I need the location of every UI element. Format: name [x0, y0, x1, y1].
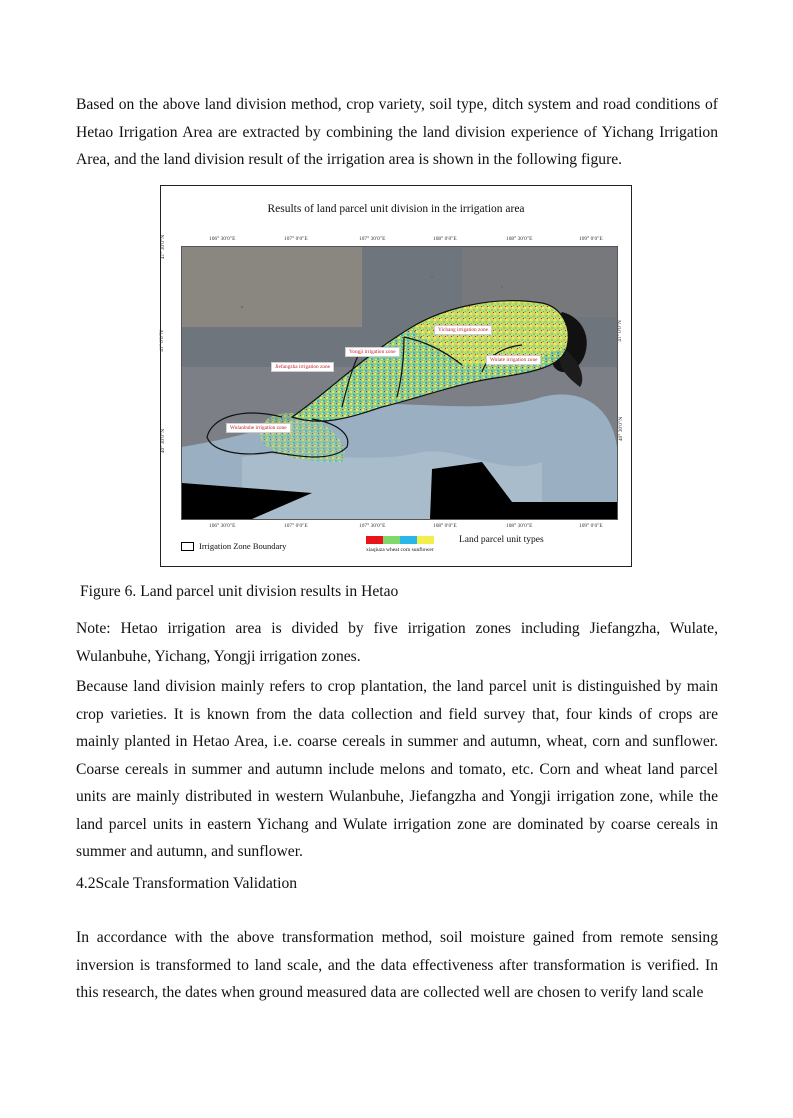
top-tick-2: 107° 0′0″E — [284, 236, 308, 242]
bottom-tick-1: 106° 30′0″E — [209, 523, 236, 529]
legend-types-title: Land parcel unit types — [459, 535, 544, 545]
right-tick-1: 41° 0′0″N — [616, 320, 623, 342]
swatch-sunflower — [417, 536, 434, 544]
top-tick-6: 109° 0′0″E — [579, 236, 603, 242]
left-tick-2: 41° 0′0″N — [158, 330, 165, 352]
bottom-tick-3: 107° 30′0″E — [359, 523, 386, 529]
map-image — [182, 247, 617, 519]
legend-boundary — [181, 541, 286, 551]
zone-label-yichang: Yichang irrigation zone — [434, 325, 492, 335]
legend-color-swatches — [366, 536, 434, 544]
bottom-tick-2: 107° 0′0″E — [284, 523, 308, 529]
legend-types — [366, 535, 544, 553]
bottom-tick-5: 108° 30′0″E — [506, 523, 533, 529]
zone-label-wulanbuhe: Wulanbuhe irrigation zone — [226, 423, 291, 433]
left-tick-3: 40° 30′0″N — [160, 428, 167, 454]
validation-paragraph: In accordance with the above transformation method, soil moisture gained from remote sensing inversion is transformed to land scale, and the data effectiveness after transformation is verified. In this research, the dates when ground measured data are collected well are chosen to verify land scale — [76, 929, 718, 1001]
swatch-wheat — [383, 536, 400, 544]
bottom-tick-4: 108° 0′0″E — [433, 523, 457, 529]
zone-label-wulate: Wulate irrigation zone — [486, 355, 541, 365]
left-tick-1: 41° 30′0″N — [160, 234, 167, 260]
top-tick-3: 107° 30′0″E — [359, 236, 386, 242]
intro-paragraph: Based on the above land division method, crop variety, soil type, ditch system and road conditions of Hetao Irrigation Area are extracted by combining the land division experience of Yichang Irrigation Area, and the land division result of the irrigation area is shown in the following figure. — [76, 96, 718, 168]
figure-caption: Figure 6. Land parcel unit division results in Hetao — [80, 583, 399, 600]
legend-types-names: xiaqiuza wheat corn sunflower — [366, 547, 434, 553]
swatch-xiaqiuza — [366, 536, 383, 544]
crops-paragraph: Because land division mainly refers to crop plantation, the land parcel unit is distinguished by main crop varieties. It is known from the data collection and field survey that, four kinds of crops are mainly planted in Hetao Area, i.e. coarse cereals in summer and autumn, wheat, corn and sunflower. Coarse cereals in summer and autumn include melons and tomato, etc. Corn and wheat land parcel units are mainly distributed in western Wulanbuhe, Jiefangzha and Yongji irrigation zone, while the land parcel units in eastern Yichang and Wulate irrigation zone are dominated by coarse cereals in summer and autumn, and sunflower. — [76, 678, 718, 860]
note-paragraph: Note: Hetao irrigation area is divided by five irrigation zones including Jiefangzha, Wulate, Wulanbuhe, Yichang, Yongji irrigation zones. — [76, 620, 718, 665]
zone-label-jiefangzha: Jiefangzha irrigation zone — [271, 362, 334, 372]
figure-6 — [160, 185, 632, 567]
satellite-map — [181, 246, 618, 520]
right-tick-2: 40° 30′0″N — [618, 416, 625, 442]
top-tick-4: 108° 0′0″E — [433, 236, 457, 242]
zone-label-yongji: Yongji irrigation zone — [345, 347, 400, 357]
boundary-swatch-icon — [181, 542, 194, 551]
bottom-tick-6: 109° 0′0″E — [579, 523, 603, 529]
section-heading: 4.2Scale Transformation Validation — [76, 875, 298, 892]
top-tick-5: 108° 30′0″E — [506, 236, 533, 242]
swatch-corn — [400, 536, 417, 544]
top-tick-1: 106° 30′0″E — [209, 236, 236, 242]
legend-boundary-label: Irrigation Zone Boundary — [199, 541, 287, 551]
map-title: Results of land parcel unit division in the irrigation area — [267, 203, 525, 215]
